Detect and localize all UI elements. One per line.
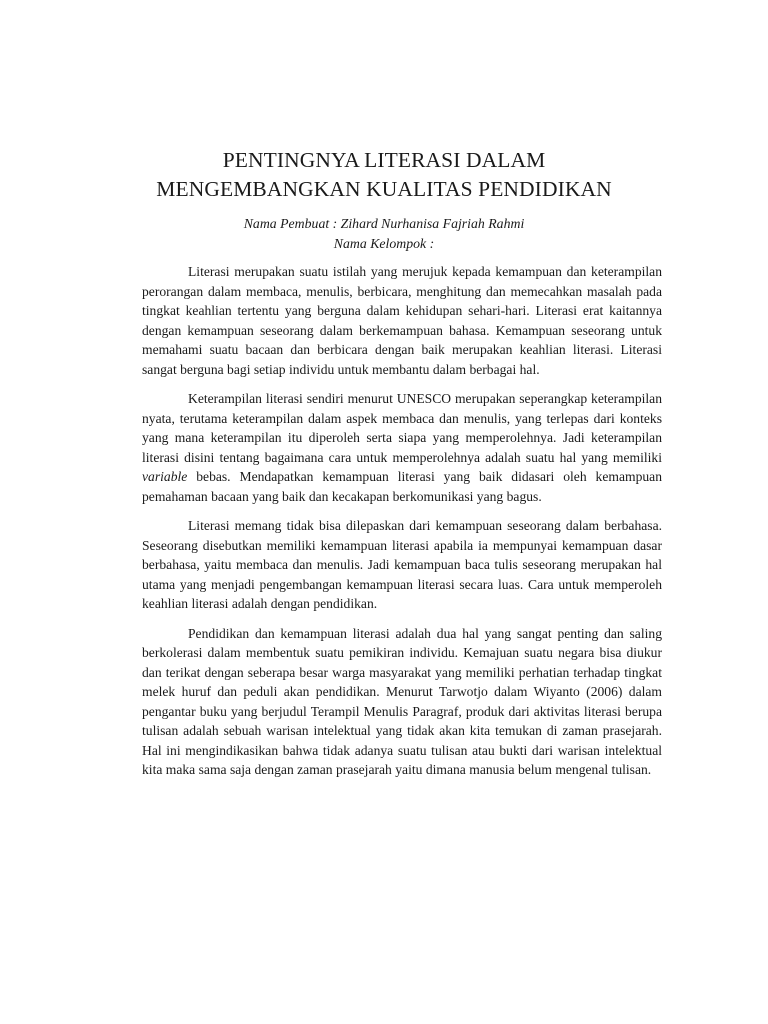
paragraph-2-text-after: bebas. Mendapatkan kemampuan literasi yang baik didasari oleh kemampuan pemahaman bacaan yang baik dan kecakapan berkomunikasi yang bagus. — [142, 469, 662, 504]
title-line-1: PENTINGNYA LITERASI DALAM — [222, 148, 546, 172]
paragraph-1: Literasi merupakan suatu istilah yang merujuk kepada kemampuan dan keterampilan perorangan dalam membaca, menulis, berbicara, menghitung dan memecahkan masalah pada tingkat keahlian tertentu yang berguna dalam kehidupan sehari-hari. Literasi erat kaitannya dengan kemampuan seseorang dalam berkemampuan bahasa. Kemampuan seseorang untuk memahami suatu bacaan dan berbicara dengan baik merupakan keahlian literasi. Literasi sangat berguna bagi setiap individu untuk membantu dalam berbagai hal. — [142, 264, 662, 377]
title-line-2: MENGEMBANGKAN KUALITAS PENDIDIKAN — [156, 177, 612, 201]
paragraph-2 — [142, 389, 662, 506]
document-meta — [100, 214, 668, 254]
document-title — [100, 146, 668, 204]
paragraph-4: Pendidikan dan kemampuan literasi adalah dua hal yang sangat penting dan saling berkolerasi dalam membentuk suatu pemikiran individu. Kemajuan suatu negara bisa diukur dan terikat dengan seberapa besar warga masyarakat yang memiliki perhatian terhadap tingkat melek huruf dan peduli akan pendidikan. Menurut Tarwotjo dalam Wiyanto (2006) dalam pengantar buku yang berjudul Terampil Menulis Paragraf, produk dari aktivitas literasi berupa tulisan adalah sebuah warisan intelektual yang tidak akan kita temukan di zaman prasejarah. Hal ini mengindikasikan bahwa tidak adanya suatu tulisan atau bukti dari warisan intelektual kita maka sama saja dengan zaman prasejarah yaitu dimana manusia belum mengenal tulisan. — [142, 625, 662, 777]
group-line: Nama Kelompok : — [333, 236, 435, 251]
paragraph-2-italic-term: variable — [142, 469, 188, 484]
paragraph-2-text-before: Keterampilan literasi sendiri menurut UNESCO merupakan seperangkap keterampilan nyata, terutama keterampilan dalam aspek membaca dan menulis, yang terlepas dari konteks yang mana keterampilan itu diperoleh serta siapa yang memperolehnya. Jadi keterampilan literasi disini tentang bagaimana cara untuk memperolehnya adalah suatu hal yang memiliki — [142, 391, 662, 465]
author-line: Nama Pembuat : Zihard Nurhanisa Fajriah Rahmi — [243, 216, 525, 231]
paragraph-3: Literasi memang tidak bisa dilepaskan dari kemampuan seseorang dalam berbahasa. Seseorang disebutkan memiliki kemampuan literasi apabila ia mempunyai kemampuan dasar berbahasa, yaitu membaca dan menulis. Jadi kemampuan baca tulis seseorang merupakan hal utama yang menjadi pengembangan kemampuan literasi secara luas. Cara untuk memperoleh keahlian literasi adalah dengan pendidikan. — [142, 518, 662, 611]
document-body — [142, 262, 662, 790]
